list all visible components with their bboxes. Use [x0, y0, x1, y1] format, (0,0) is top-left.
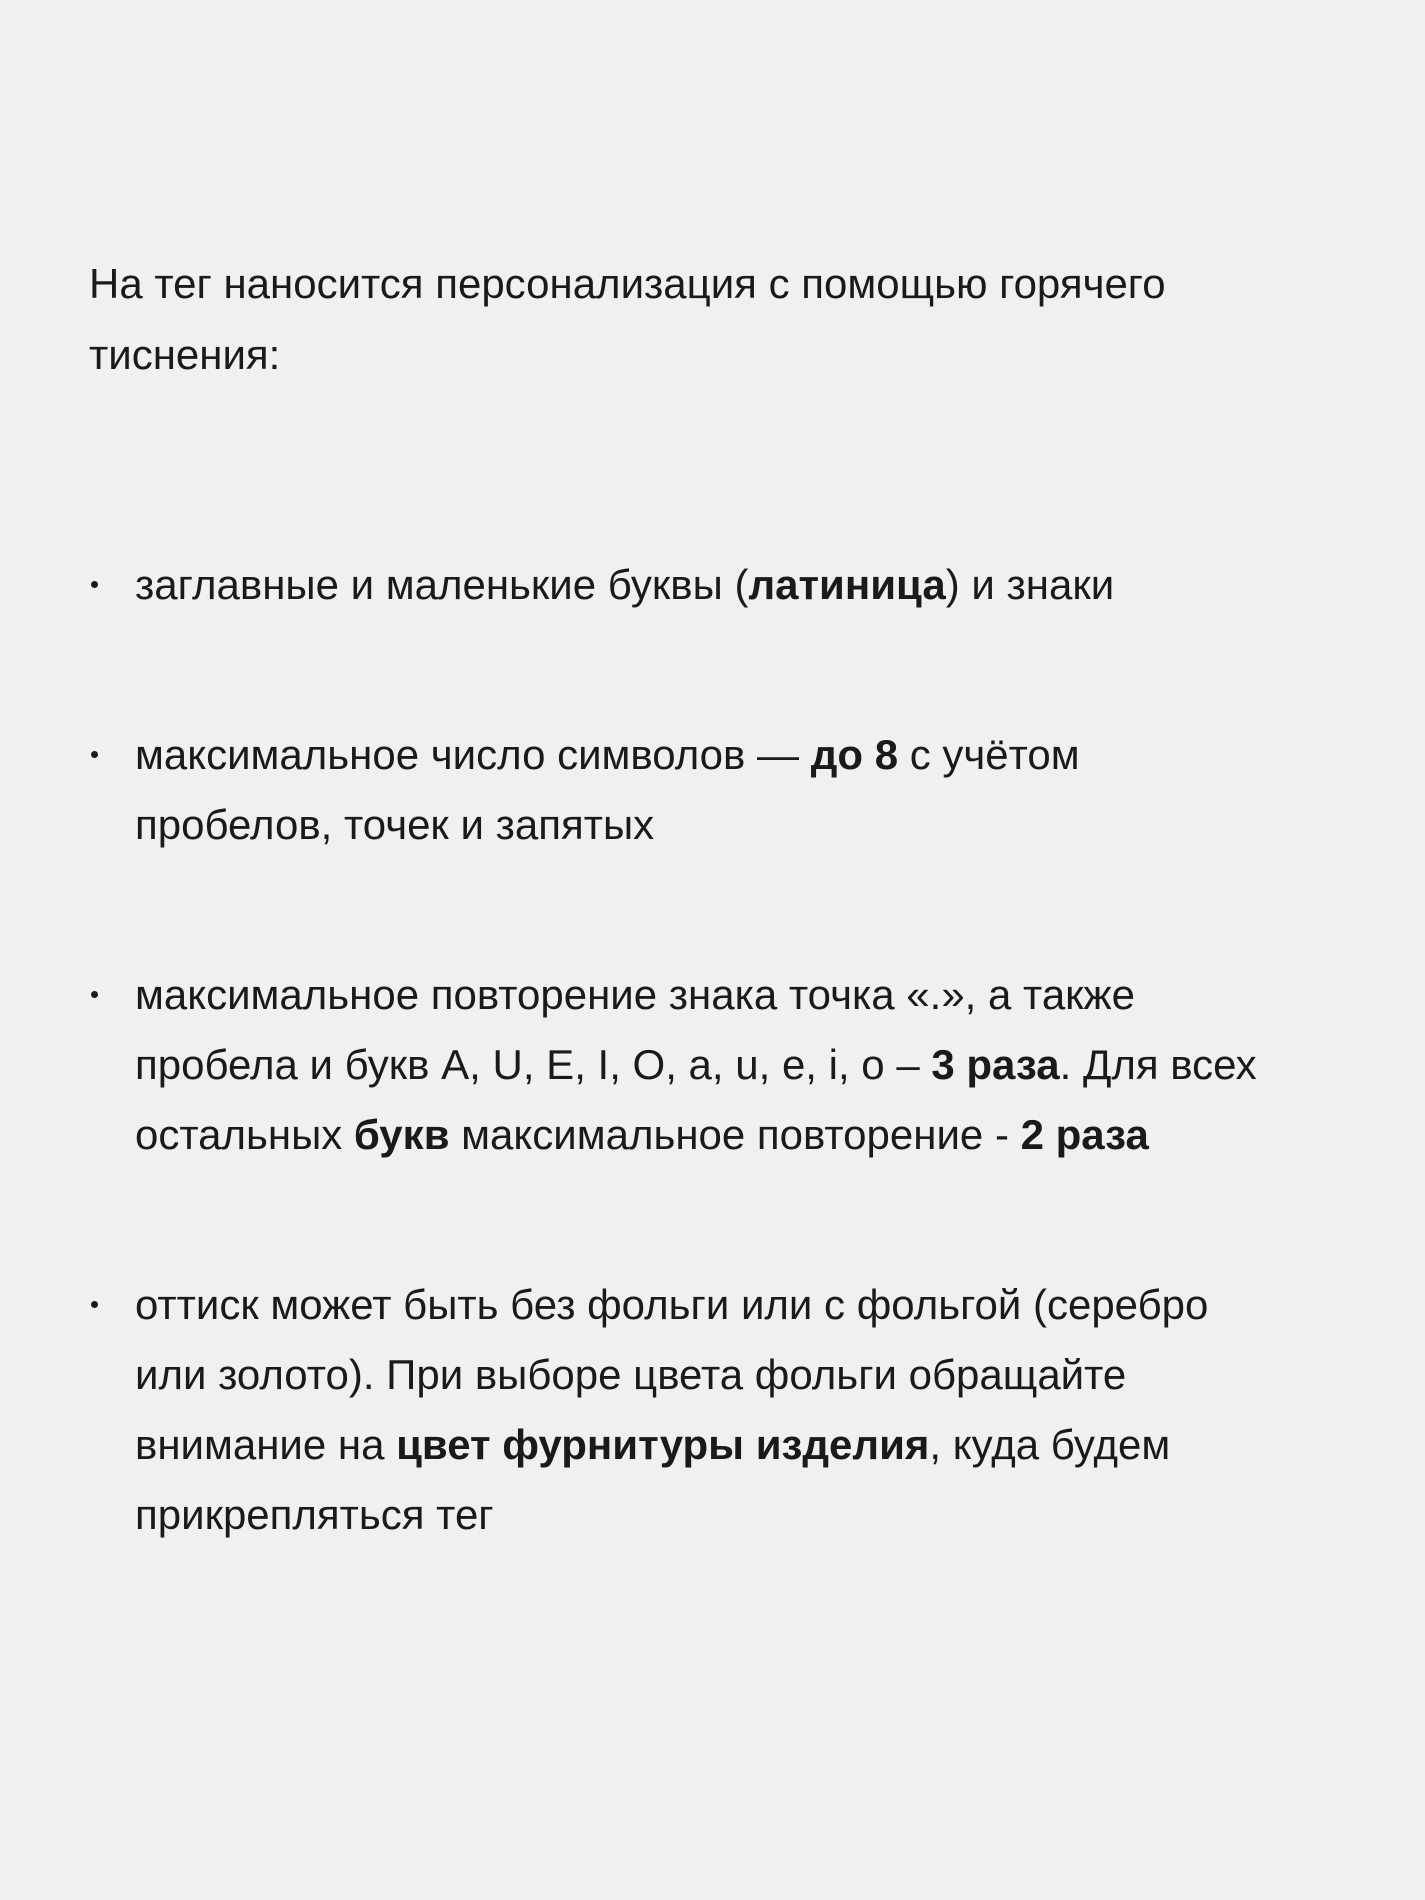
bullet-text: максимальное число символов — — [135, 731, 811, 778]
bullet-text: или золото). При выборе цвета фольги обращайте — [135, 1351, 1127, 1398]
bullet-text: с учётом — [898, 731, 1080, 778]
bullet-item-max-chars — [89, 720, 1339, 860]
bullet-bold-text: 3 раза — [931, 1041, 1060, 1088]
content — [89, 248, 1339, 1550]
bullet-bold-text: цвет фурнитуры изделия — [396, 1421, 930, 1468]
intro-line-2: тиснения: — [89, 331, 281, 378]
bullet-text: максимальное повторение - — [449, 1111, 1021, 1158]
bullet-bold-text: 2 раза — [1020, 1111, 1149, 1158]
bullet-text: ) и знаки — [945, 561, 1115, 608]
intro-line-1: На тег наносится персонализация с помощью горячего — [89, 260, 1166, 307]
bullet-text: внимание на — [135, 1421, 397, 1468]
bullet-text: остальных — [135, 1111, 354, 1158]
bullet-text: . Для всех — [1059, 1041, 1257, 1088]
bullet-dot-icon — [91, 581, 98, 588]
bullet-text: оттиск может быть без фольги или с фольгой (серебро — [135, 1281, 1209, 1328]
bullet-item-foil — [89, 1270, 1339, 1550]
bullet-text: пробелов, точек и запятых — [135, 801, 655, 848]
bullet-item-repeats — [89, 960, 1339, 1170]
bullet-item-letters — [89, 550, 1339, 620]
bullet-list — [89, 550, 1339, 1550]
bullet-text: прикрепляться тег — [135, 1491, 494, 1538]
bullet-text: пробела и букв A, U, E, I, O, a, u, e, i, o – — [135, 1041, 932, 1088]
bullet-text: заглавные и маленькие буквы ( — [135, 561, 749, 608]
bullet-bold-text: латиница — [748, 561, 946, 608]
intro-paragraph — [89, 248, 1339, 390]
bullet-dot-icon — [91, 991, 98, 998]
bullet-dot-icon — [91, 1301, 98, 1308]
bullet-bold-text: до 8 — [810, 731, 899, 778]
bullet-text: максимальное повторение знака точка «.», а также — [135, 971, 1136, 1018]
bullet-bold-text: букв — [353, 1111, 450, 1158]
bullet-text: , куда будем — [929, 1421, 1171, 1468]
bullet-dot-icon — [91, 751, 98, 758]
